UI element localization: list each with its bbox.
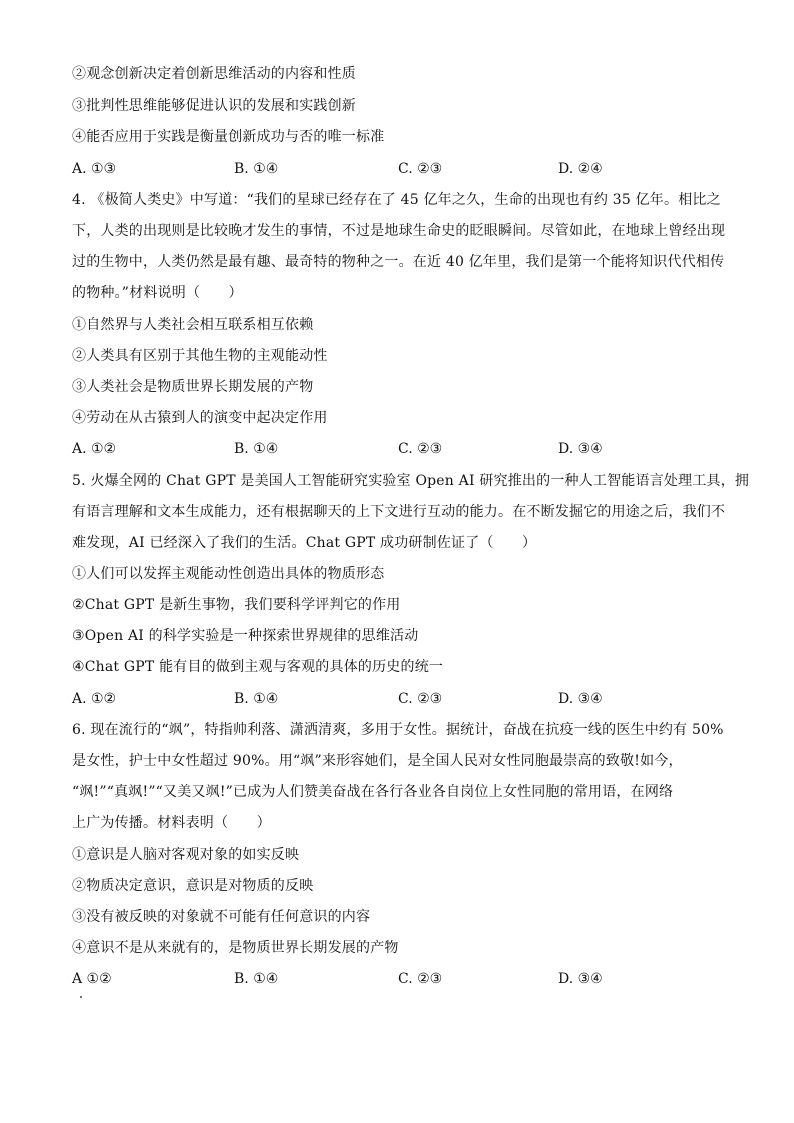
q6-statement-2: ②物质决定意识，意识是对物质的反映 [72, 878, 314, 894]
q5-statement-3: ③Open AI 的科学实验是一种探索世界规律的思维活动 [72, 628, 419, 644]
q4-statement-1: ①自然界与人类社会相互联系相互依赖 [72, 317, 314, 333]
q4-statement-3: ③人类社会是物质世界长期发展的产物 [72, 379, 314, 395]
q3-option-d: D. ②④ [558, 161, 603, 177]
q6-stem-line-4: 上广为传播。材料表明（ ） [72, 815, 271, 831]
q3-option-b: B. ①④ [234, 161, 279, 177]
q6-option-b: B. ①④ [234, 971, 279, 987]
q5-statement-1: ①人们可以发挥主观能动性创造出具体的物质形态 [72, 566, 385, 582]
q6-option-c: C. ②③ [398, 971, 443, 987]
q6-statement-4: ④意识不是从来就有的，是物质世界长期发展的产物 [72, 940, 399, 956]
q5-stem-line-1: 5. 火爆全网的 Chat GPT 是美国人工智能研究实验室 Open AI 研究推出的一种人工智能语言处理工具，拥 [72, 473, 750, 489]
q4-stem-line-4: 的物种。”材料说明（ ） [72, 285, 243, 301]
q6-option-a: A ①② [72, 971, 112, 987]
q4-option-b: B. ①④ [234, 441, 279, 457]
q3-option-c: C. ②③ [398, 161, 443, 177]
q4-option-d: D. ③④ [558, 441, 603, 457]
q5-statement-2: ②Chat GPT 是新生事物，我们要科学评判它的作用 [72, 597, 401, 613]
q6-statement-3: ③没有被反映的对象就不可能有任何意识的内容 [72, 909, 371, 925]
q6-option-d: D. ③④ [558, 971, 603, 987]
q4-stem-line-1: 4. 《极简人类史》中写道：“我们的星球已经存在了 45 亿年之久，生命的出现也有约 35 亿年。相比之 [72, 192, 721, 208]
q4-stem-line-2: 下，人类的出现则是比较晚才发生的事情，不过是地球生命史的眨眼瞬间。尽管如此，在地球上曾经出现 [72, 223, 726, 239]
q4-option-a: A. ①② [72, 441, 117, 457]
q5-option-a: A. ①② [72, 691, 117, 707]
scan-speck [80, 996, 82, 998]
q5-statement-4: ④Chat GPT 能有目的做到主观与客观的具体的历史的统一 [72, 659, 444, 675]
q3-options [72, 159, 732, 179]
q3-option-a: A. ①③ [72, 161, 117, 177]
q5-option-b: B. ①④ [234, 691, 279, 707]
q4-option-c: C. ②③ [398, 441, 443, 457]
q6-stem-line-3: “飒!”“真飒!”“又美又飒!”已成为人们赞美奋战在各行各业各自岗位上女性同胞的常用语，在网络 [72, 784, 674, 800]
q4-statement-4: ④劳动在从古猿到人的演变中起决定作用 [72, 410, 328, 426]
q5-options [72, 689, 732, 709]
q3-statement-2: ②观念创新决定着创新思维活动的内容和性质 [72, 66, 356, 82]
q5-option-c: C. ②③ [398, 691, 443, 707]
q6-stem-line-2: 是女性，护士中女性超过 90%。用“飒”来形容她们，是全国人民对女性同胞最崇高的致敬!如今， [72, 753, 683, 769]
q6-options [72, 969, 732, 989]
q4-stem-line-3: 过的生物中，人类仍然是最有趣、最奇特的物种之一。在近 40 亿年里，我们是第一个能将知识代代相传 [72, 254, 725, 270]
q5-stem-line-3: 难发现，AI 已经深入了我们的生活。Chat GPT 成功研制佐证了（ ） [72, 535, 537, 551]
q5-stem-line-2: 有语言理解和文本生成能力，还有根据聊天的上下文进行互动的能力。在不断发掘它的用途之后，我们不 [72, 504, 726, 520]
q6-stem-line-1: 6. 现在流行的“飒”，特指帅利落、潇洒清爽，多用于女性。据统计，奋战在抗疫一线的医生中约有 50% [72, 722, 724, 738]
q6-statement-1: ①意识是人脑对客观对象的如实反映 [72, 847, 300, 863]
q3-statement-3: ③批判性思维能够促进认识的发展和实践创新 [72, 98, 356, 114]
q3-statement-4: ④能否应用于实践是衡量创新成功与否的唯一标准 [72, 129, 385, 145]
q4-statement-2: ②人类具有区别于其他生物的主观能动性 [72, 348, 328, 364]
q4-options [72, 439, 732, 459]
q5-option-d: D. ③④ [558, 691, 603, 707]
